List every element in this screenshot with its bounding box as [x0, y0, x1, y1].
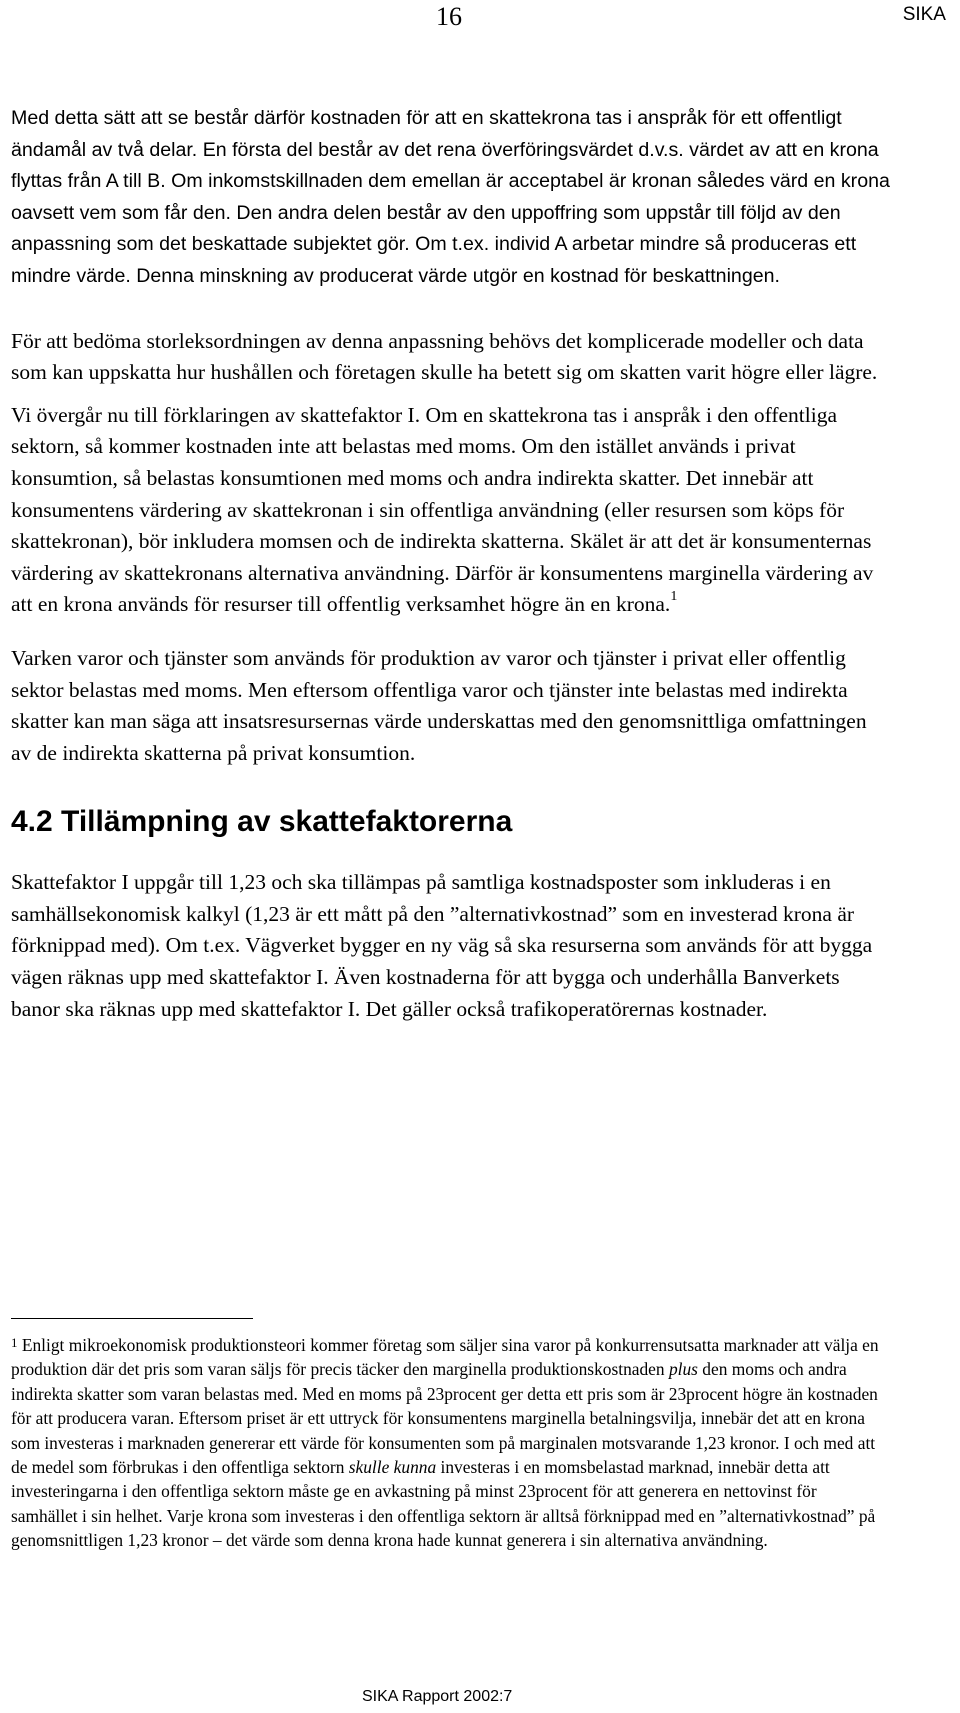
brand-label: SIKA: [902, 4, 946, 25]
paragraph-5: Skattefaktor I uppgår till 1,23 och ska tillämpas på samtliga kostnadsposter som inkluderas i en samhällsekonomisk kalkyl (1,23 är ett mått på den ”alternativkostnad” som en investerad krona är förknippad med). Om t.ex. Vägverket bygger en ny väg så ska resurserna som används för att bygga vägen räknas upp med skattefaktor I. Även kostnaderna för att bygga och underhålla Banverkets banor ska räknas upp med skattefaktor I. Det gäller också trafikoperatörernas kostnader.: [11, 870, 873, 1021]
report-footer: SIKA Rapport 2002:7: [362, 1688, 513, 1705]
paragraph-3-text: Vi övergår nu till förklaringen av skattefaktor I. Om en skattekrona tas i anspråk i den offentliga sektorn, så kommer kostnaden inte att belastas med moms. Om den istället används i privat konsumtion, så belastas konsumtionen med moms och andra indirekta skatter. Det innebär att konsumentens värdering av skattekronan i sin offentliga användning (eller resursen som köps för skattekronan), bör inkludera momsen och de indirekta skatterna. Skälet är att det är konsumenternas värdering av skattekronans alternativa användning. Därför är konsumentens marginella värdering av att en krona används för resurser till offentlig verksamhet högre än en krona.: [11, 402, 874, 617]
footnote-text-3: investeras i en momsbelastad marknad, innebär detta att investeringarna i den offentliga sektorn måste ge en avkastning på minst 23procent för att generera en nettovinst för samhället i sin helhet. Varje krona som investeras i den offentliga sektorn är alltså förknippad med en ”alternativkostnad” på genomsnittligen 1,23 kronor – det värde som denna krona hade kunnat generera i sin alternativa användning.: [11, 1457, 876, 1551]
footnote-number: 1: [11, 1335, 18, 1350]
page-number: 16: [436, 2, 462, 31]
paragraph-2: För att bedöma storleksordningen av denna anpassning behövs det komplicerade modeller och data som kan uppskatta hur hushållen och företagen skulle ha betett sig om skatten varit högre eller lägre.: [11, 328, 878, 385]
paragraph-1: Med detta sätt att se består därför kostnaden för att en skattekrona tas i anspråk för ett offentligt ändamål av två delar. En första del består av det rena överföringsvärdet d.v.s. värdet av att en krona flyttas från A till B. Om inkomstskillnaden dem emellan är acceptabel är kronan således värd en krona oavsett vem som får den. Den andra delen består av den uppoffring som uppstår till följd av den anpassning som det beskattade subjektet gör. Om t.ex. individ A arbetar mindre så produceras ett mindre värde. Denna minskning av producerat värde utgör en kostnad för beskattningen.: [11, 107, 890, 287]
footnote-italic-2: skulle kunna: [348, 1457, 437, 1478]
footnote-text-2: den moms och andra indirekta skatter som varan belastas med. Med en moms på 23procent ger detta ett pris som är 23procent högre än kostnaden för att producera varan. Eftersom priset är ett uttryck för konsumentens marginella betalningsvilja, innebär det att en krona som investeras i marknaden genererar ett värde för konsumenten som på marginalen motsvarande 1,23 kronor. I och med att de medel som förbrukas i den offentliga sektorn: [11, 1359, 878, 1478]
footnote-divider: [11, 1318, 253, 1319]
footnote: [11, 1331, 887, 1553]
paragraph-4: Varken varor och tjänster som används för produktion av varor och tjänster i privat eller offentlig sektor belastas med moms. Men eftersom offentliga varor och tjänster inte belastas med indirekta skatter kan man säga att insatsresursernas värde underskattas med den genomsnittliga omfattningen av de indirekta skatterna på privat konsumtion.: [11, 645, 867, 765]
footnote-text-1: Enligt mikroekonomisk produktionsteori kommer företag som säljer sina varor på konkurrensutsatta marknader att välja en produktion där det pris som varan säljs för precis täcker den marginella produktionskostnaden: [11, 1335, 879, 1380]
footnote-italic-1: plus: [668, 1359, 698, 1380]
body-content: [11, 103, 891, 1025]
paragraph-3: [11, 400, 891, 621]
footnote-ref[interactable]: 1: [670, 589, 678, 605]
section-heading: 4.2 Tillämpning av skattefaktorerna: [11, 805, 513, 839]
